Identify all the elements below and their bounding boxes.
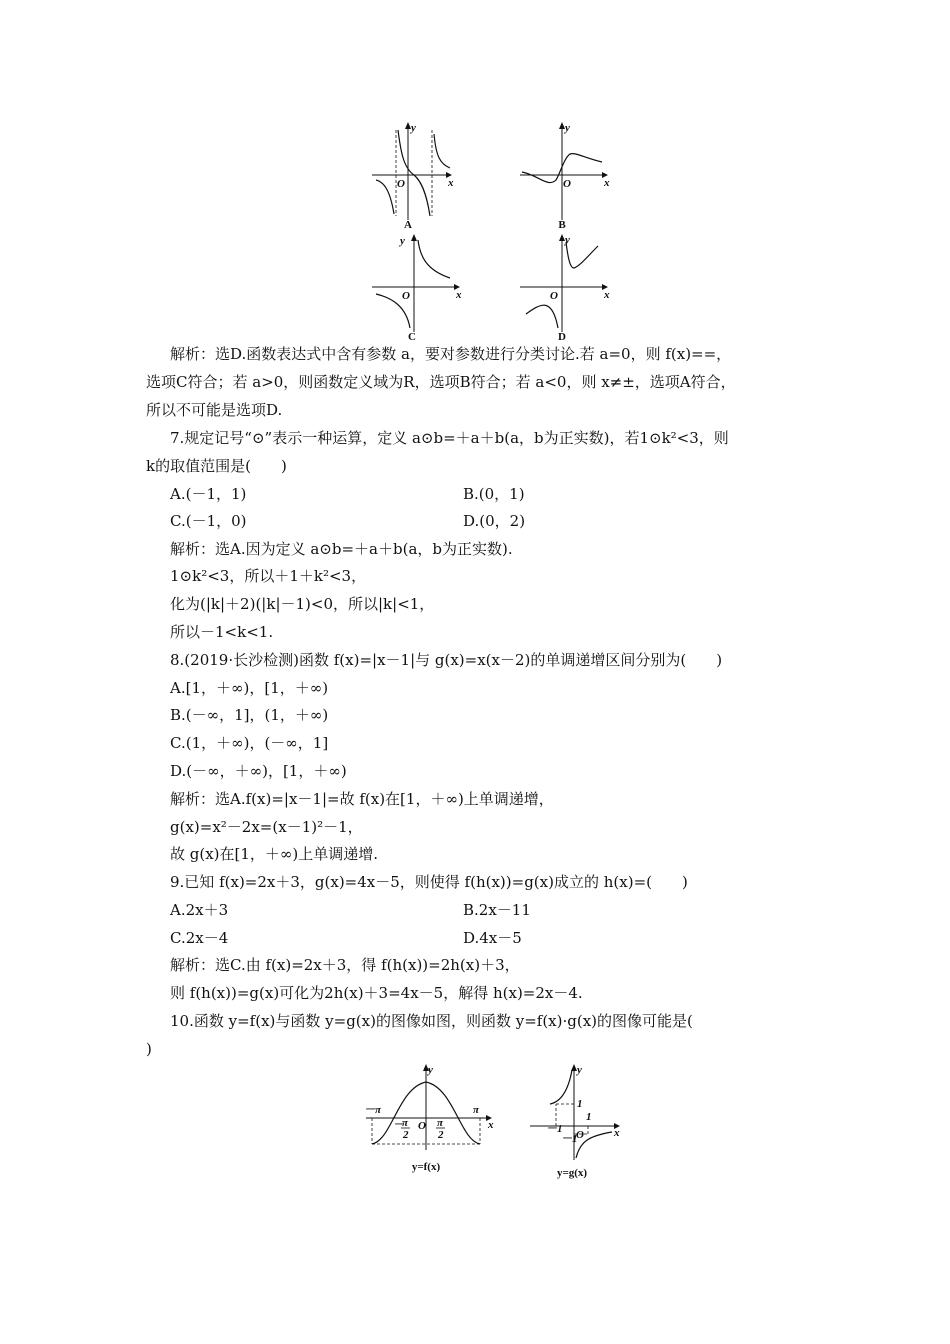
caption-b: B [558, 219, 566, 231]
tick-neg-half-pi-den: 2 [403, 1129, 409, 1141]
origin-label: O [550, 290, 558, 302]
q9-solution-line-2: 则 f(h(x))=g(x)可化为2h(x)＋3=4x－5，解得 h(x)=2x－4. [170, 984, 583, 1002]
y-label: y [400, 235, 405, 247]
curve-left-branch [526, 305, 558, 328]
q8-stem: 8.(2019·长沙检测)函数 f(x)=|x－1|与 g(x)=x(x－2)的单调递增区间分别为( ) [170, 651, 723, 669]
q7-solution-line-2: 1⊙k²<3，所以＋1＋k²<3， [170, 567, 367, 585]
q8-solution-line-3: 故 g(x)在[1，＋∞)上单调递增. [170, 845, 379, 863]
tick-neg-half-pi-minus: － [393, 1119, 404, 1131]
graph-c [370, 232, 462, 342]
curve-right-branch [434, 134, 450, 168]
q10-stem-line-2: ) [146, 1040, 152, 1058]
q9-option-c: C.2x－4 [170, 929, 229, 947]
q6-solution-line-3: 所以不可能是选项D. [146, 401, 283, 419]
curve-left-branch [376, 180, 394, 214]
q7-option-b: B.(0，1) [463, 485, 525, 503]
q8-option-d: D.(－∞，＋∞)，[1，＋∞) [170, 762, 347, 780]
caption-a: A [404, 219, 412, 231]
caption-d: D [558, 331, 566, 343]
x-label: x [456, 289, 462, 301]
y-label: y [565, 234, 570, 246]
x-label: x [604, 289, 610, 301]
q9-option-a: A.2x＋3 [170, 901, 229, 919]
x-label: x [614, 1127, 620, 1139]
curve-right-branch [418, 240, 450, 278]
q8-option-a: A.[1，＋∞)，[1，＋∞) [170, 679, 329, 697]
x-label: x [488, 1119, 494, 1131]
curve-left-branch [550, 1070, 572, 1104]
q6-solution-line-1: 解析：选D.函数表达式中含有参数 a，要对参数进行分类讨论.若 a=0，则 f(x)==， [170, 345, 732, 363]
graph-g [526, 1062, 626, 1180]
curve-right-branch [566, 242, 598, 268]
caption-g: y=g(x) [556, 1167, 588, 1179]
tick-neg-pi: －π [364, 1104, 382, 1116]
tick-x-one: 1 [586, 1111, 592, 1123]
origin-label: O [397, 178, 405, 190]
q7-solution-line-1: 解析：选A.因为定义 a⊙b=＋a＋b(a，b为正实数). [170, 540, 513, 558]
origin-label: O [418, 1120, 426, 1132]
tick-x-neg-one: －1 [546, 1123, 563, 1135]
y-label: y [565, 122, 570, 134]
q7-option-a: A.(－1，1) [170, 485, 247, 503]
x-label: x [448, 177, 454, 189]
graph-b [518, 120, 610, 230]
q7-solution-line-4: 所以－1<k<1. [170, 623, 274, 641]
q7-option-d: D.(0，2) [463, 512, 526, 530]
tick-neg-half-pi-num: π [402, 1117, 409, 1129]
y-label: y [428, 1064, 433, 1076]
y-label: y [577, 1064, 582, 1076]
origin-label: O [402, 290, 410, 302]
q9-stem: 9.已知 f(x)=2x＋3，g(x)=4x－5，则使得 f(h(x))=g(x)成立的 h(x)=( ) [170, 873, 688, 891]
origin-label: O [576, 1129, 584, 1141]
graph-a [370, 120, 454, 230]
q8-option-b: B.(－∞，1]，(1，＋∞) [170, 706, 329, 724]
q7-solution-line-3: 化为(|k|＋2)(|k|－1)<0，所以|k|<1， [170, 595, 435, 613]
q7-option-c: C.(－1，0) [170, 512, 247, 530]
caption-c: C [408, 331, 416, 343]
q7-stem-line-1: 7.规定记号“⊙”表示一种运算，定义 a⊙b=＋a＋b(a，b为正实数)，若1⊙k²<3，则 [170, 429, 729, 447]
y-label: y [411, 122, 416, 134]
y-axis-arrow [411, 234, 417, 241]
q10-stem-line-1: 10.函数 y=f(x)与函数 y=g(x)的图像如图，则函数 y=f(x)·g(x)的图像可能是( [170, 1012, 693, 1030]
tick-pi: π [473, 1104, 480, 1116]
curve-middle-branch [398, 130, 430, 216]
tick-half-pi-den: 2 [438, 1129, 444, 1141]
graph-f [362, 1062, 502, 1180]
q9-solution-line-1: 解析：选C.由 f(x)=2x＋3，得 f(h(x))=2h(x)＋3， [170, 956, 520, 974]
tick-y-neg-one: －1 [561, 1133, 578, 1145]
x-label: x [604, 177, 610, 189]
tick-half-pi-num: π [437, 1117, 444, 1129]
q7-stem-line-2: k的取值范围是( ) [146, 457, 287, 475]
tick-y-one: 1 [577, 1098, 583, 1110]
caption-f: y=f(x) [411, 1161, 441, 1173]
origin-label: O [563, 178, 571, 190]
q9-option-d: D.4x－5 [463, 929, 522, 947]
q8-option-c: C.(1，＋∞)，(－∞，1] [170, 734, 329, 752]
graph-d [518, 232, 610, 342]
q9-option-b: B.2x－11 [463, 901, 531, 919]
q6-solution-line-2: 选项C符合；若 a>0，则函数定义域为R，选项B符合；若 a<0，则 x≠±，选项A符合， [146, 373, 736, 391]
q8-solution-line-2: g(x)=x²－2x=(x－1)²－1， [170, 818, 363, 836]
q8-solution-line-1: 解析：选A.f(x)=|x－1|=故 f(x)在[1，＋∞)上单调递增， [170, 790, 554, 808]
